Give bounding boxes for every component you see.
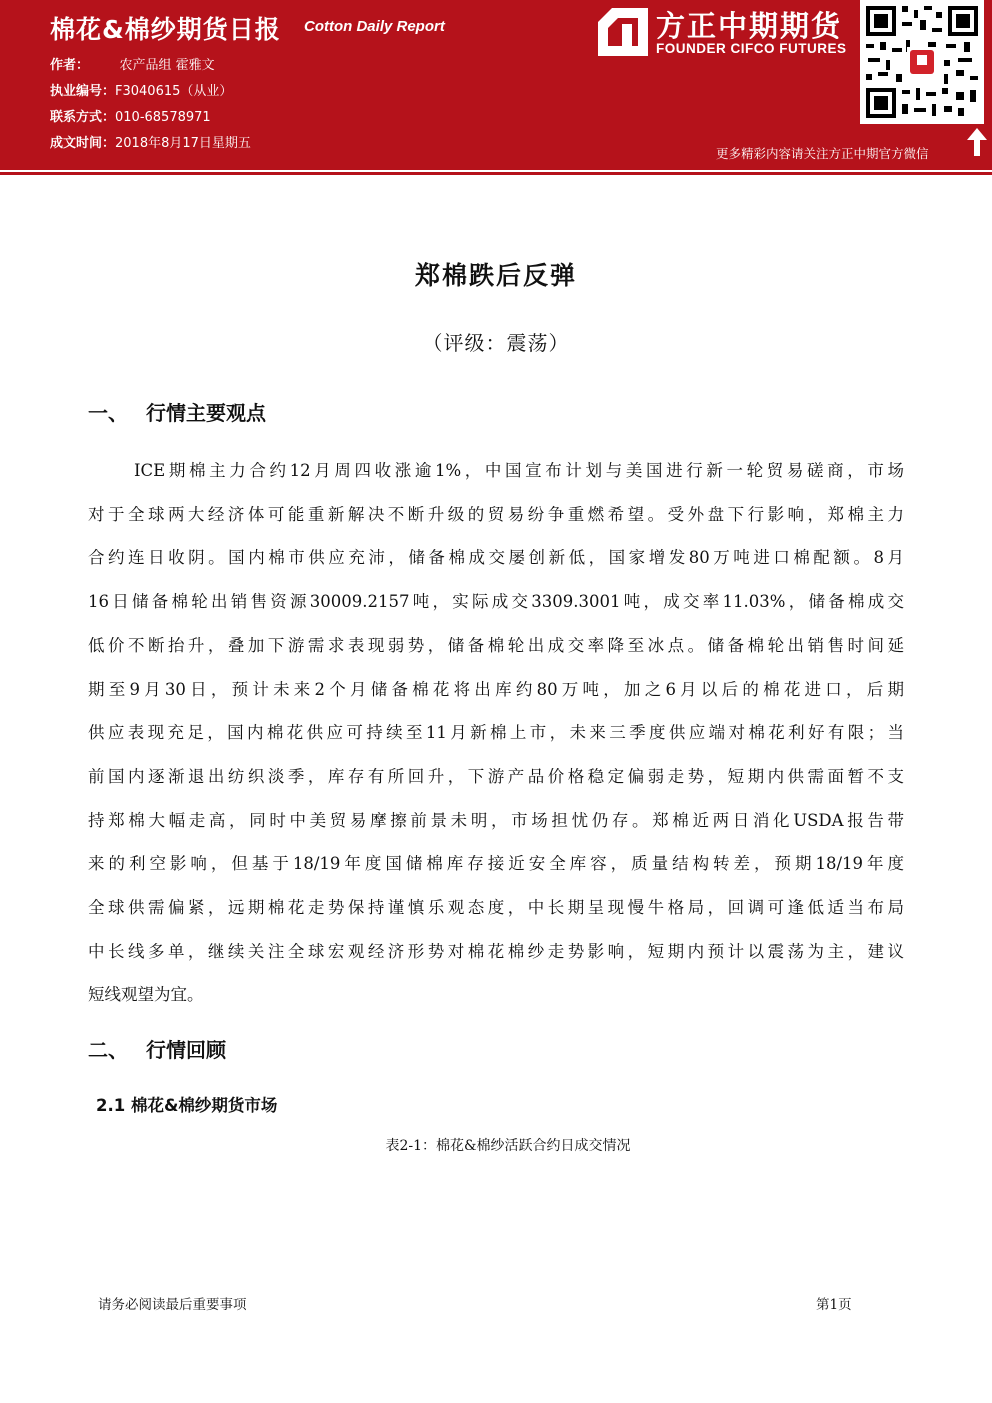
contact-value: 010-68578971 (115, 110, 211, 125)
date-value: 2018年8月17日星期五 (115, 136, 251, 151)
section-number: 二、 (88, 1038, 128, 1062)
paragraph-line: 短线观望为宜。 (88, 985, 204, 1005)
document-title: 郑棉跌后反弹 (414, 261, 577, 290)
qr-code-icon (860, 0, 984, 124)
paragraph-line: 16日储备棉轮出销售资源30009.2157吨，实际成交3309.3001吨，成交率11.03%，储备棉成交 (88, 592, 904, 612)
contact-label: 联系方式： (50, 110, 116, 125)
report-header-band (0, 0, 992, 170)
section-title: 行情主要观点 (146, 401, 266, 425)
wechat-qr-code (860, 0, 984, 124)
report-title-en: Cotton Daily Report (304, 18, 445, 35)
paragraph-line: 低价不断抬升，叠加下游需求表现弱势，储备棉轮出成交率降至冰点。储备棉轮出销售时间延 (88, 635, 904, 655)
paragraph-line: 来的利空影响，但基于18/19年度国储棉库存接近安全库容，质量结构转差，预期18/19年度 (88, 854, 904, 874)
paragraph-line: ICE期棉主力合约12月周四收涨逾1%，中国宣布计划与美国进行新一轮贸易磋商，市场 (134, 461, 904, 480)
author-line (50, 54, 215, 73)
section-heading-1 (88, 397, 266, 426)
license-value: F3040615（从业） (115, 84, 233, 99)
page-number: 第1页 (816, 1297, 852, 1313)
author-label: 作者： (50, 58, 90, 73)
license-line (50, 80, 232, 99)
subsection-heading: 2.1 棉花&棉纱期货市场 (96, 1096, 278, 1115)
footer-notice: 请务必阅读最后重要事项 (98, 1297, 247, 1313)
wechat-follow-note: 更多精彩内容请关注方正中期官方微信 (716, 146, 929, 161)
paragraph-line: 全球供需偏紧，远期棉花走势保持谨慎乐观态度，中长期呈现慢牛格局，回调可逢低适当布局 (88, 898, 904, 918)
header-divider (0, 172, 992, 175)
section-number: 一、 (88, 401, 128, 425)
brand-name-cn: 方正中期期货 (656, 9, 843, 43)
paragraph-line: 期至9月30日，预计未来2个月储备棉花将出库约80万吨，加之6月以后的棉花进口，后期 (88, 679, 904, 699)
paragraph-line: 持郑棉大幅走高，同时中美贸易摩擦前景未明，市场担忧仍存。郑棉近两日消化USDA报告带 (88, 810, 904, 830)
paragraph-line: 合约连日收阴。国内棉市供应充沛，储备棉成交屡创新低，国家增发80万吨进口棉配额。8月 (88, 548, 904, 568)
paragraph-line: 供应表现充足，国内棉花供应可持续至11月新棉上市，未来三季度供应端对棉花利好有限；当 (88, 723, 904, 743)
date-label: 成文时间： (50, 136, 116, 151)
author-value: 农产品组 霍雅文 (119, 58, 215, 73)
license-label: 执业编号： (50, 84, 116, 99)
paragraph-line: 中长线多单，继续关注全球宏观经济形势对棉花棉纱走势影响，短期内预计以震荡为主，建议 (88, 941, 904, 961)
rating-text: （评级：震荡） (422, 331, 570, 355)
up-arrow-icon (967, 128, 987, 156)
paragraph-line: 对于全球两大经济体可能重新解决不断升级的贸易纷争重燃希望。受外盘下行影响，郑棉主力 (88, 504, 904, 524)
contact-line (50, 106, 211, 125)
date-line (50, 132, 251, 151)
report-title: 棉花&棉纱期货日报 (50, 15, 281, 44)
paragraph-line: 前国内逐渐退出纺织淡季，库存有所回升，下游产品价格稳定偏弱走势，短期内供需面暂不支 (88, 766, 904, 786)
table-caption: 表2-1：棉花&棉纱活跃合约日成交情况 (385, 1138, 631, 1154)
market-view-paragraph (88, 449, 904, 1017)
section-heading-2 (88, 1034, 226, 1063)
section-title: 行情回顾 (146, 1038, 226, 1062)
brand-name-en: FOUNDER CIFCO FUTURES (656, 41, 847, 56)
founder-logo-icon (598, 8, 648, 56)
